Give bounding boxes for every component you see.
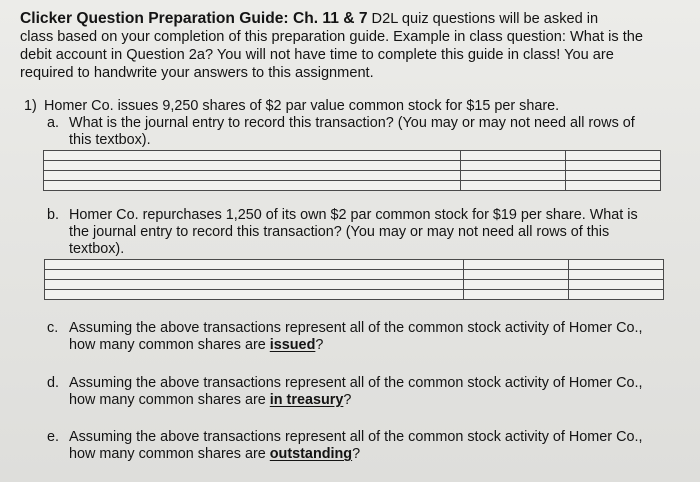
- part-b-line-2: the journal entry to record this transaction? (You may or may not need all rows of this: [69, 224, 610, 240]
- header-line-2: class based on your completion of this preparation guide. Example in class question: What is the: [20, 29, 644, 45]
- debit-cell[interactable]: [464, 270, 569, 280]
- part-d-line-1: Assuming the above transactions represent all of the common stock activity of Homer Co.,: [69, 375, 643, 391]
- account-cell[interactable]: [44, 161, 461, 171]
- credit-cell[interactable]: [569, 290, 664, 300]
- part-d-label: d.: [47, 375, 60, 391]
- credit-cell[interactable]: [569, 280, 664, 290]
- part-a: [47, 115, 687, 151]
- debit-cell[interactable]: [464, 280, 569, 290]
- part-c-label: c.: [47, 320, 59, 336]
- account-cell[interactable]: [44, 181, 461, 191]
- credit-cell[interactable]: [566, 161, 661, 171]
- header-line-1: [20, 10, 688, 28]
- table-row: [45, 270, 664, 280]
- part-d: [47, 375, 692, 411]
- part-b-line-1: Homer Co. repurchases 1,250 of its own $2 par common stock for $19 per share. What is: [69, 207, 638, 223]
- part-c: [47, 320, 692, 356]
- part-b-line-3: textbox).: [69, 241, 125, 257]
- table-row: [45, 260, 664, 270]
- part-b: [47, 207, 692, 261]
- part-e: [47, 429, 692, 465]
- table-row: [44, 181, 661, 191]
- part-a-text: [69, 115, 635, 149]
- table-row: [44, 161, 661, 171]
- journal-entry-table-a[interactable]: [43, 150, 661, 191]
- part-c-line-1: Assuming the above transactions represent all of the common stock activity of Homer Co.,: [69, 320, 643, 336]
- part-d-line-2: [69, 392, 642, 409]
- part-d-emphasis: in treasury: [269, 392, 344, 408]
- credit-cell[interactable]: [566, 171, 661, 181]
- debit-cell[interactable]: [461, 151, 566, 161]
- account-cell[interactable]: [44, 171, 461, 181]
- part-e-label: e.: [47, 429, 60, 445]
- part-e-line-1: Assuming the above transactions represent all of the common stock activity of Homer Co.,: [69, 429, 643, 445]
- question-1-number: 1): [24, 98, 37, 114]
- table-row: [44, 151, 661, 161]
- part-a-label: a.: [47, 115, 60, 131]
- part-d-text: [69, 375, 642, 409]
- header-line-3: debit account in Question 2a? You will not have time to complete this guide in class! You are: [20, 47, 614, 63]
- guide-header: [20, 10, 688, 82]
- credit-cell[interactable]: [569, 260, 664, 270]
- question-1-text: Homer Co. issues 9,250 shares of $2 par value common stock for $15 per share.: [44, 98, 560, 114]
- part-c-line-2-prefix: how many common shares are: [69, 337, 270, 353]
- debit-cell[interactable]: [461, 171, 566, 181]
- part-b-text: [69, 207, 638, 258]
- account-cell[interactable]: [45, 260, 464, 270]
- part-c-line-2-suffix: ?: [315, 337, 324, 353]
- part-a-line-2: this textbox).: [69, 132, 151, 148]
- part-e-line-2-suffix: ?: [352, 446, 361, 462]
- part-e-text: [69, 429, 642, 463]
- part-a-line-1: What is the journal entry to record this transaction? (You may or may not need all rows of: [69, 115, 635, 131]
- header-line-1-rest: D2L quiz questions will be asked in: [367, 11, 599, 27]
- account-cell[interactable]: [45, 290, 464, 300]
- part-e-emphasis: outstanding: [269, 446, 353, 462]
- debit-cell[interactable]: [464, 290, 569, 300]
- part-b-label: b.: [47, 207, 60, 223]
- table-row: [45, 290, 664, 300]
- credit-cell[interactable]: [566, 151, 661, 161]
- credit-cell[interactable]: [569, 270, 664, 280]
- part-e-line-2-prefix: how many common shares are: [69, 446, 270, 462]
- journal-entry-table-b[interactable]: [44, 259, 664, 300]
- account-cell[interactable]: [45, 270, 464, 280]
- part-d-line-2-prefix: how many common shares are: [69, 392, 270, 408]
- part-d-line-2-suffix: ?: [343, 392, 352, 408]
- part-c-emphasis: issued: [269, 337, 316, 353]
- table-row: [45, 280, 664, 290]
- guide-title: Clicker Question Preparation Guide: Ch. 11 & 7: [20, 10, 368, 27]
- header-line-4: required to handwrite your answers to this assignment.: [20, 65, 374, 81]
- debit-cell[interactable]: [461, 181, 566, 191]
- part-c-line-2: [69, 337, 642, 354]
- debit-cell[interactable]: [461, 161, 566, 171]
- table-row: [44, 171, 661, 181]
- question-1: [24, 98, 684, 115]
- account-cell[interactable]: [44, 151, 461, 161]
- part-e-line-2: [69, 446, 642, 463]
- part-c-text: [69, 320, 642, 354]
- account-cell[interactable]: [45, 280, 464, 290]
- credit-cell[interactable]: [566, 181, 661, 191]
- debit-cell[interactable]: [464, 260, 569, 270]
